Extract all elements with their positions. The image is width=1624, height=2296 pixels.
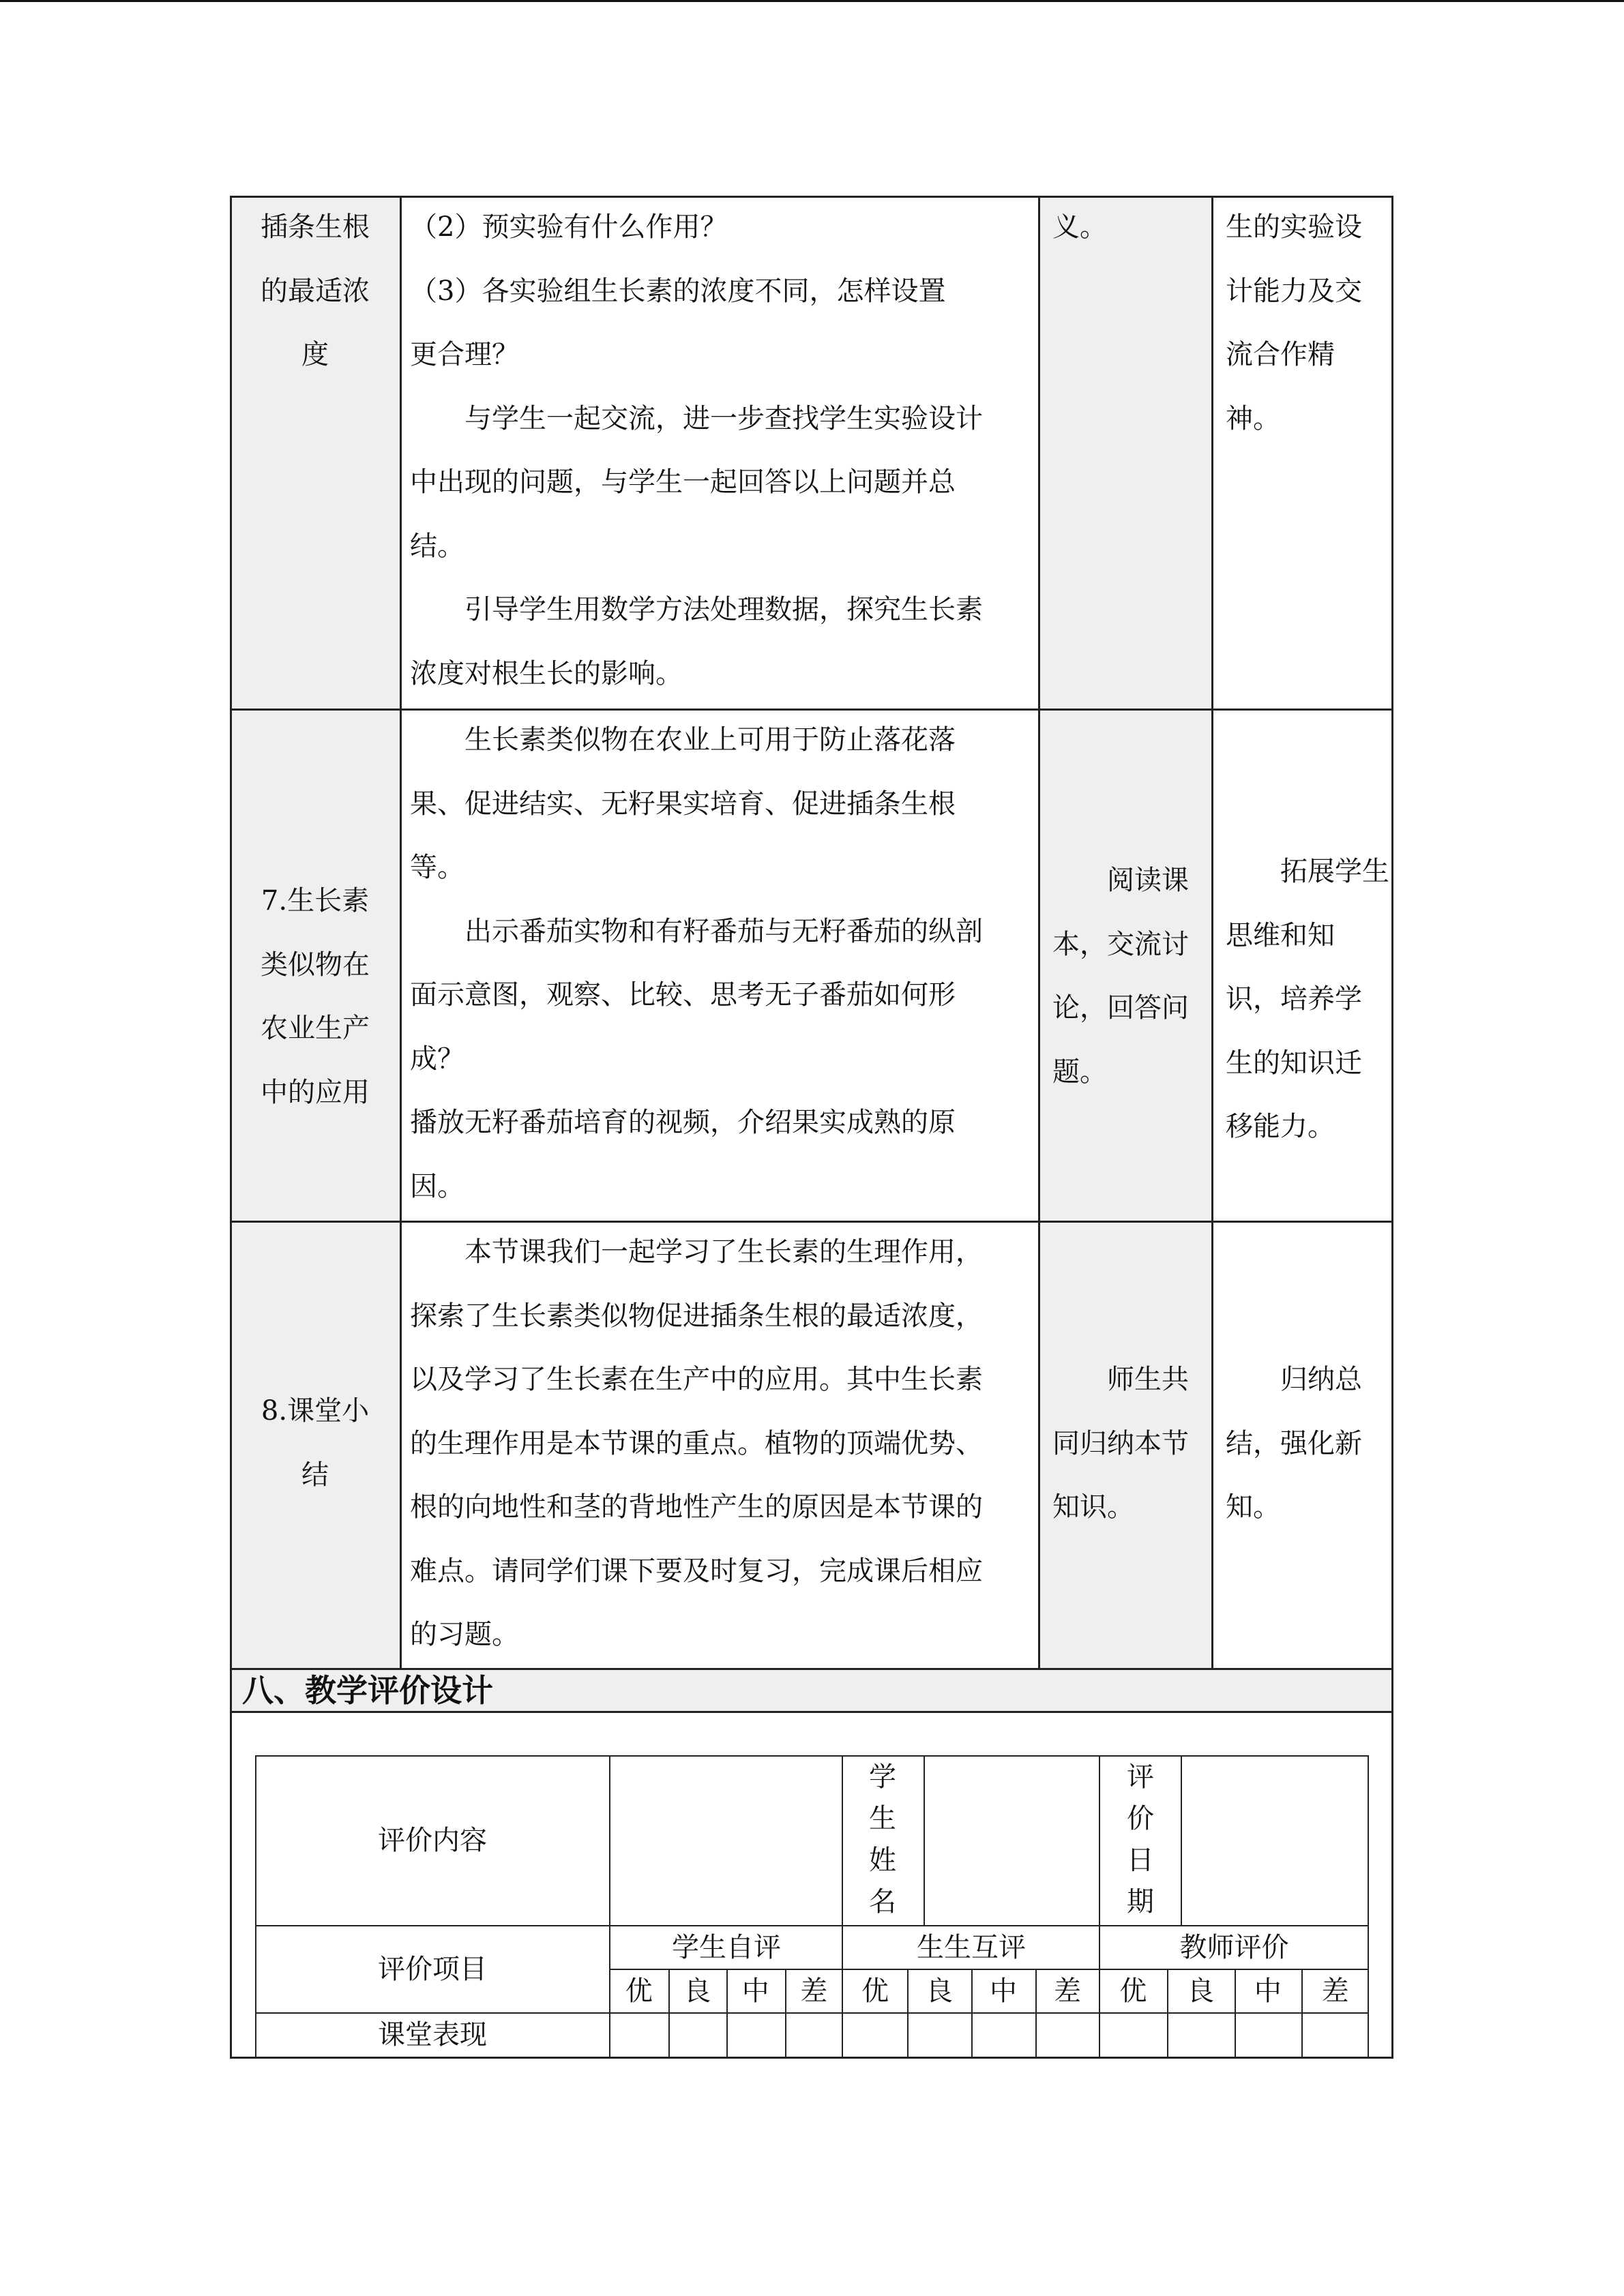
- table-border-right: [1391, 196, 1393, 2059]
- grade-header-cell: 差: [1321, 1976, 1349, 2007]
- eval-hline-3: [255, 2012, 1369, 2014]
- row3-student-cell: [1052, 1348, 1209, 1540]
- grade-header-cell: 中: [1254, 1976, 1282, 2007]
- stage-text-line: 结: [301, 1459, 329, 1491]
- teacher-activity-line: 根的向地性和茎的背地性产生的原因是本节课的: [410, 1491, 983, 1523]
- table-border-left: [230, 196, 232, 2059]
- group-peer-eval: 生生互评: [917, 1932, 1026, 1963]
- grade-header-cell: 优: [861, 1976, 889, 2007]
- stage-text-line: 度: [301, 339, 329, 370]
- grade-header-cell: 中: [741, 1976, 769, 2007]
- teacher-activity-line: 等。: [410, 852, 464, 883]
- eval-border-left: [255, 1755, 256, 2057]
- design-intent-line: 识，培养学: [1226, 983, 1362, 1015]
- eval-first-item: 课堂表现: [378, 2019, 487, 2051]
- student-activity-lines: [1052, 1348, 1209, 1540]
- stage-lines: [230, 196, 400, 387]
- teacher-activity-line: 引导学生用数学方法处理数据，探究生长素: [464, 594, 983, 625]
- eval-grade-divider: [668, 1969, 670, 2057]
- design-intent-line: 生的知识迁: [1226, 1047, 1362, 1079]
- eval-border-right: [1368, 1755, 1369, 2057]
- student-activity-lines: [1052, 196, 1209, 260]
- teacher-activity-line: 以及学习了生长素在生产中的应用。其中生长素: [410, 1364, 983, 1395]
- teacher-activity-line: 果、促进结实、无籽果实培育、促进插条生根: [410, 788, 956, 820]
- teacher-activity-line: 本节课我们一起学习了生长素的生理作用，: [464, 1236, 983, 1268]
- eval-hline-1: [255, 1925, 1369, 1926]
- teacher-activity-line: （3）各实验组生长素的浓度不同，怎样设置: [410, 275, 946, 307]
- row2-teacher-cell: [410, 709, 1032, 1219]
- design-intent-line: 计能力及交: [1226, 275, 1362, 307]
- stage-text-line: 的最适浓: [261, 275, 370, 307]
- eval-grade-divider: [1235, 1969, 1236, 2057]
- teacher-activity-line: 生长素类似物在农业上可用于防止落花落: [464, 724, 956, 756]
- row2-student-cell: [1052, 849, 1209, 1104]
- student-activity-line: 义。: [1052, 211, 1107, 243]
- row3-teacher-cell: [410, 1221, 1032, 1667]
- stage-lines: [230, 869, 400, 1124]
- grade-header-cell: 中: [990, 1976, 1017, 2007]
- stage-text-line: 7.生长素: [261, 885, 370, 916]
- teacher-activity-line: 探索了生长素类似物促进插条生根的最适浓度，: [410, 1300, 983, 1332]
- student-activity-line: 题。: [1052, 1056, 1107, 1088]
- stage-text-line: 农业生产: [261, 1013, 370, 1044]
- design-intent-line: 神。: [1226, 402, 1280, 434]
- vertical-label-char: 名: [869, 1886, 896, 1918]
- design-intent-line: 流合作精: [1226, 339, 1335, 370]
- stage-text-line: 8.课堂小: [261, 1395, 370, 1427]
- eval-grade-divider: [1301, 1969, 1303, 2057]
- row3-stage-cell: [230, 1380, 400, 1507]
- design-intent-line: 知。: [1226, 1491, 1280, 1523]
- row2-stage-cell: [230, 869, 400, 1124]
- col-divider-1: [400, 196, 402, 1669]
- student-activity-line: 师生共: [1107, 1364, 1189, 1395]
- teacher-paragraphs: [410, 196, 1032, 706]
- eval-hline-2: [610, 1969, 1369, 1970]
- teacher-activity-line: 中出现的问题，与学生一起回答以上问题并总: [410, 466, 956, 498]
- row1-stage-cell: [230, 196, 400, 387]
- eval-grade-divider: [1035, 1969, 1037, 2057]
- row-divider-4: [230, 1711, 1393, 1713]
- design-intent-line: 归纳总: [1280, 1364, 1362, 1395]
- vertical-label-char: 日: [1127, 1845, 1154, 1876]
- eval-vline-e: [1181, 1755, 1182, 1926]
- grade-header-cell: 良: [1187, 1976, 1215, 2007]
- design-intent-lines: [1226, 1348, 1389, 1540]
- section-title: 八、教学评价设计: [242, 1672, 493, 1709]
- design-intent-line: 移能力。: [1226, 1111, 1335, 1142]
- teacher-activity-line: （2）预实验有什么作用？: [410, 211, 728, 243]
- teacher-activity-line: 难点。请同学们课下要及时复习，完成课后相应: [410, 1555, 983, 1587]
- teacher-activity-line: 成？: [410, 1043, 464, 1075]
- student-activity-line: 知识。: [1052, 1491, 1134, 1523]
- col-divider-2: [1038, 196, 1040, 1669]
- grade-header-cell: 良: [683, 1976, 711, 2007]
- eval-item-label: 评价项目: [378, 1954, 487, 1985]
- eval-grade-divider: [907, 1969, 909, 2057]
- design-intent-line: 思维和知: [1226, 919, 1335, 951]
- design-intent-line: 结，强化新: [1226, 1427, 1362, 1459]
- vertical-label-char: 姓: [869, 1845, 896, 1876]
- group-self-eval: 学生自评: [672, 1932, 781, 1963]
- teacher-activity-line: 因。: [410, 1170, 464, 1202]
- eval-vline-b: [842, 1755, 843, 2057]
- row3-intent-cell: [1226, 1348, 1389, 1540]
- teacher-activity-line: 结。: [410, 530, 464, 562]
- eval-vline-d: [1099, 1755, 1100, 2057]
- row1-teacher-cell: [410, 196, 1032, 706]
- grade-header-cell: 差: [800, 1976, 828, 2007]
- eval-content-label: 评价内容: [378, 1825, 487, 1856]
- vertical-label-char: 价: [1127, 1803, 1154, 1834]
- eval-grade-divider: [785, 1969, 786, 2057]
- student-activity-line: 同归纳本节: [1052, 1427, 1189, 1459]
- row1-student-cell: [1052, 196, 1209, 260]
- row-divider-1: [230, 709, 1393, 711]
- grade-header-cell: 差: [1054, 1976, 1081, 2007]
- teacher-activity-line: 面示意图，观察、比较、思考无子番茄如何形: [410, 979, 956, 1011]
- vertical-label-char: 期: [1127, 1886, 1154, 1918]
- design-intent-line: 生的实验设: [1226, 211, 1362, 243]
- row2-intent-cell: [1226, 840, 1389, 1159]
- stage-text-line: 类似物在: [261, 949, 370, 981]
- design-intent-line: 拓展学生: [1280, 856, 1389, 887]
- design-intent-lines: [1226, 196, 1389, 451]
- evaluation-table: [255, 1755, 1369, 2057]
- teacher-activity-line: 与学生一起交流，进一步查找学生实验设计: [464, 402, 983, 434]
- eval-grade-divider: [726, 1969, 728, 2057]
- stage-text-line: 插条生根: [261, 211, 370, 243]
- student-activity-line: 阅读课: [1107, 865, 1189, 896]
- vertical-label-char: 学: [869, 1761, 896, 1793]
- vertical-label-char: 评: [1127, 1761, 1154, 1793]
- eval-grade-divider: [1167, 1969, 1168, 2057]
- stage-text-line: 中的应用: [261, 1076, 370, 1108]
- teacher-paragraphs: [410, 709, 1032, 1219]
- grade-header-cell: 良: [926, 1976, 953, 2007]
- group-teacher-eval: 教师评价: [1179, 1932, 1289, 1963]
- grade-header-row: [610, 1969, 1369, 2013]
- eval-vline-c: [924, 1755, 925, 1926]
- teacher-activity-line: 更合理？: [410, 339, 519, 370]
- teacher-activity-line: 的习题。: [410, 1619, 519, 1650]
- grade-header-cell: 优: [1119, 1976, 1147, 2007]
- lesson-process-table: [230, 196, 1393, 2059]
- student-activity-lines: [1052, 849, 1209, 1104]
- vertical-label-char: 生: [869, 1803, 896, 1834]
- eval-date-label: [1099, 1757, 1181, 1923]
- table-border-top: [230, 196, 1393, 198]
- teacher-activity-line: 的生理作用是本节课的重点。植物的顶端优势、: [410, 1427, 983, 1459]
- student-activity-line: 论，回答问: [1052, 992, 1189, 1024]
- teacher-activity-line: 出示番茄实物和有籽番茄与无籽番茄的纵剖: [464, 915, 983, 947]
- row-divider-2: [230, 1221, 1393, 1223]
- table-border-bottom: [230, 2057, 1393, 2059]
- eval-border-top: [255, 1755, 1369, 1757]
- col-divider-3: [1211, 196, 1213, 1669]
- eval-grade-divider: [971, 1969, 973, 2057]
- teacher-activity-line: 播放无籽番茄培育的视频，介绍果实成熟的原: [410, 1107, 956, 1138]
- page-top-border: [0, 0, 1624, 2]
- eval-student-name-label: [842, 1757, 924, 1923]
- student-activity-line: 本，交流讨: [1052, 928, 1189, 960]
- design-intent-lines: [1226, 840, 1389, 1159]
- teacher-paragraphs: [410, 1221, 1032, 1667]
- eval-vline-a: [609, 1755, 610, 2057]
- row-divider-3: [230, 1668, 1393, 1670]
- row1-intent-cell: [1226, 196, 1389, 451]
- grade-header-cell: 优: [625, 1976, 653, 2007]
- teacher-activity-line: 浓度对根生长的影响。: [410, 657, 683, 689]
- stage-lines: [230, 1380, 400, 1507]
